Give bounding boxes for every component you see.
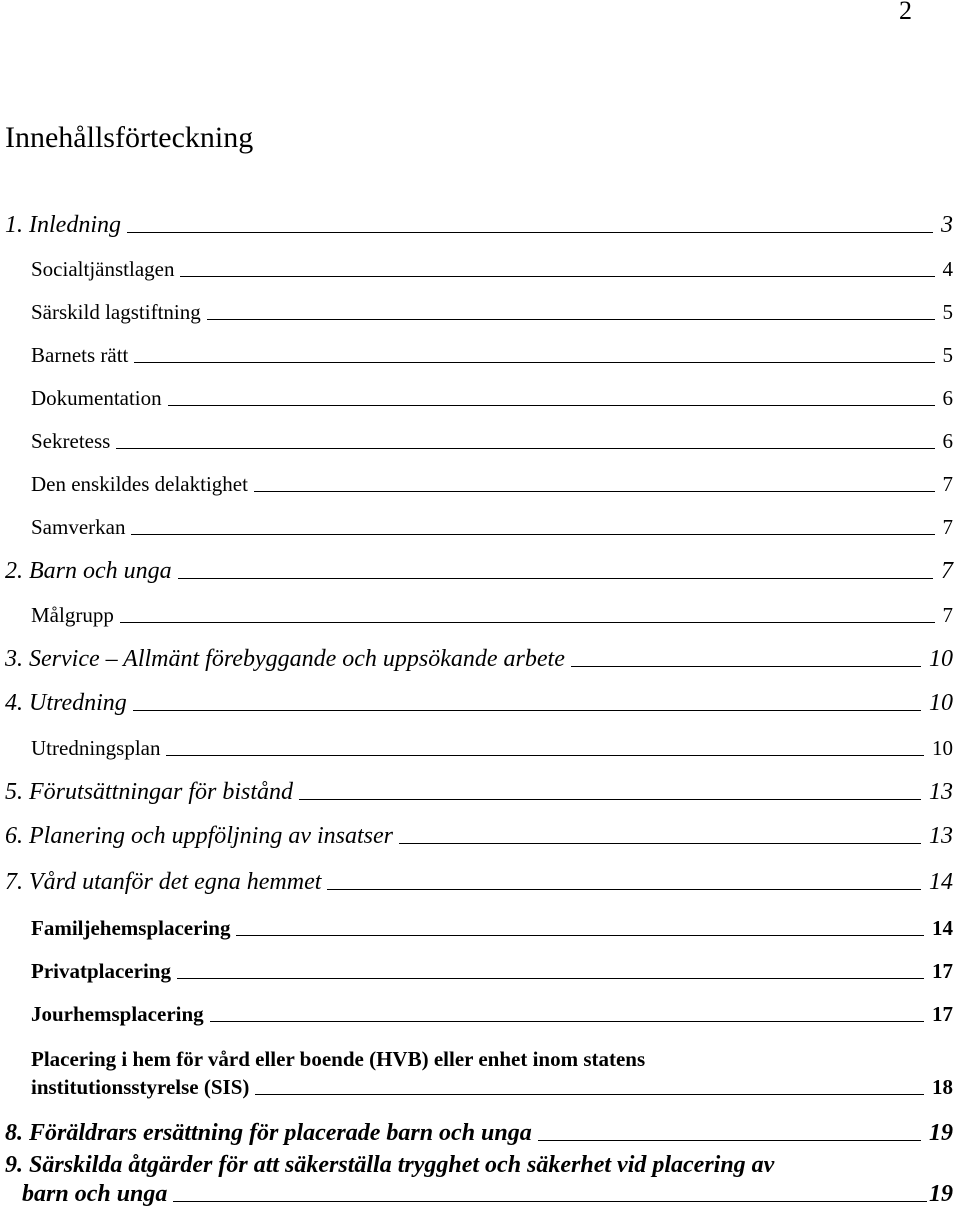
toc-entry-foraldrars-ersattning[interactable] [5,1120,953,1147]
toc-label: 6. Planering och uppföljning av insatser [5,823,393,849]
toc-page: 7 [942,472,953,496]
dotted-leader [399,843,921,844]
dotted-leader [133,710,921,711]
toc-page: 5 [942,343,953,367]
toc-label: Familjehemsplacering [31,916,231,940]
toc-page: 14 [929,869,953,895]
dotted-leader [299,799,921,800]
toc-entry-sarskilda-atgarder[interactable] [22,1181,953,1208]
toc-page: 17 [932,959,953,983]
toc-entry-sekretess[interactable] [31,429,953,454]
dotted-leader [207,319,935,320]
toc-entry-jourhemsplacering[interactable] [31,1002,953,1027]
dotted-leader [127,232,933,233]
toc-entry-hvb[interactable] [31,1075,953,1100]
toc-label: 4. Utredning [5,690,127,716]
toc-label: institutionsstyrelse (SIS) [31,1075,250,1099]
toc-entry-utredningsplan[interactable] [31,736,953,761]
toc-entry-samverkan[interactable] [31,515,953,540]
dotted-leader [173,1201,927,1202]
toc-label: Utredningsplan [31,736,161,760]
toc-page: 17 [932,1002,953,1026]
dotted-leader [166,755,924,756]
toc-page: 18 [932,1075,953,1099]
dotted-leader [180,276,934,277]
toc-entry-planering[interactable] [5,823,953,850]
dotted-leader [177,978,924,979]
toc-page: 19 [929,1120,953,1146]
toc-entry-familjehemsplacering[interactable] [31,916,953,941]
toc-label: 5. Förutsättningar för bistånd [5,779,294,805]
dotted-leader [116,448,934,449]
toc-label: Särskild lagstiftning [31,300,201,324]
toc-entry-forutsattningar[interactable] [5,779,953,806]
toc-page: 6 [942,386,953,410]
dotted-leader [538,1140,921,1141]
dotted-leader [210,1021,924,1022]
toc-entry-utredning[interactable] [5,690,953,717]
toc-label: 3. Service – Allmänt förebyggande och uppsökande arbete [5,646,565,672]
dotted-leader [254,491,935,492]
toc-page: 10 [929,646,953,672]
toc-label: Den enskildes delaktighet [31,472,248,496]
toc-entry-vard-utanfor[interactable] [5,869,953,896]
toc-label: Socialtjänstlagen [31,257,175,281]
toc-label: 7. Vård utanför det egna hemmet [5,869,322,895]
toc-entry-privatplacering[interactable] [31,959,953,984]
toc-label: Privatplacering [31,959,171,983]
toc-entry-hvb-line1[interactable]: Placering i hem för vård eller boende (HVB) eller enhet inom statens [31,1047,646,1071]
dotted-leader [571,666,921,667]
toc-page: 10 [932,736,953,760]
toc-page: 5 [942,300,953,324]
toc-entry-barnets-ratt[interactable] [31,343,953,368]
dotted-leader [255,1094,924,1095]
toc-title: Innehållsförteckning [5,121,254,154]
dotted-leader [120,622,935,623]
toc-label: 8. Föräldrars ersättning för placerade barn och unga [5,1120,532,1146]
dotted-leader [178,578,933,579]
toc-page: 7 [942,603,953,627]
dotted-leader [131,534,934,535]
toc-entry-sarskild-lagstiftning[interactable] [31,300,953,325]
toc-page: 3 [941,212,953,238]
toc-page: 7 [941,558,953,584]
toc-page: 13 [929,823,953,849]
toc-entry-delaktighet[interactable] [31,472,953,497]
toc-entry-service[interactable] [5,646,953,673]
toc-page: 10 [929,690,953,716]
toc-entry-dokumentation[interactable] [31,386,953,411]
toc-entry-socialtjanstlagen[interactable] [31,257,953,282]
toc-label: 1. Inledning [5,212,121,238]
toc-label: barn och unga [22,1181,168,1207]
dotted-leader [134,362,934,363]
toc-page: 13 [929,779,953,805]
dotted-leader [327,889,921,890]
toc-label: Målgrupp [31,603,114,627]
toc-page: 4 [942,257,953,281]
toc-label: Dokumentation [31,386,162,410]
toc-page: 14 [932,916,953,940]
toc-label: Jourhemsplacering [31,1002,204,1026]
toc-label: Barnets rätt [31,343,129,367]
dotted-leader [168,405,935,406]
toc-label: Sekretess [31,429,111,453]
toc-entry-malgrupp[interactable] [31,603,953,628]
toc-page: 19 [929,1181,953,1207]
toc-page: 7 [942,515,953,539]
toc-label: Samverkan [31,515,126,539]
toc-entry-inledning[interactable] [5,212,953,239]
toc-label: 2. Barn och unga [5,558,172,584]
toc-page: 6 [942,429,953,453]
page-number: 2 [899,0,912,25]
toc-entry-sarskilda-atgarder-line1[interactable]: 9. Särskilda åtgärder för att säkerställa trygghet och säkerhet vid placering av [5,1152,775,1178]
dotted-leader [236,935,924,936]
toc-entry-barn-och-unga[interactable] [5,558,953,585]
